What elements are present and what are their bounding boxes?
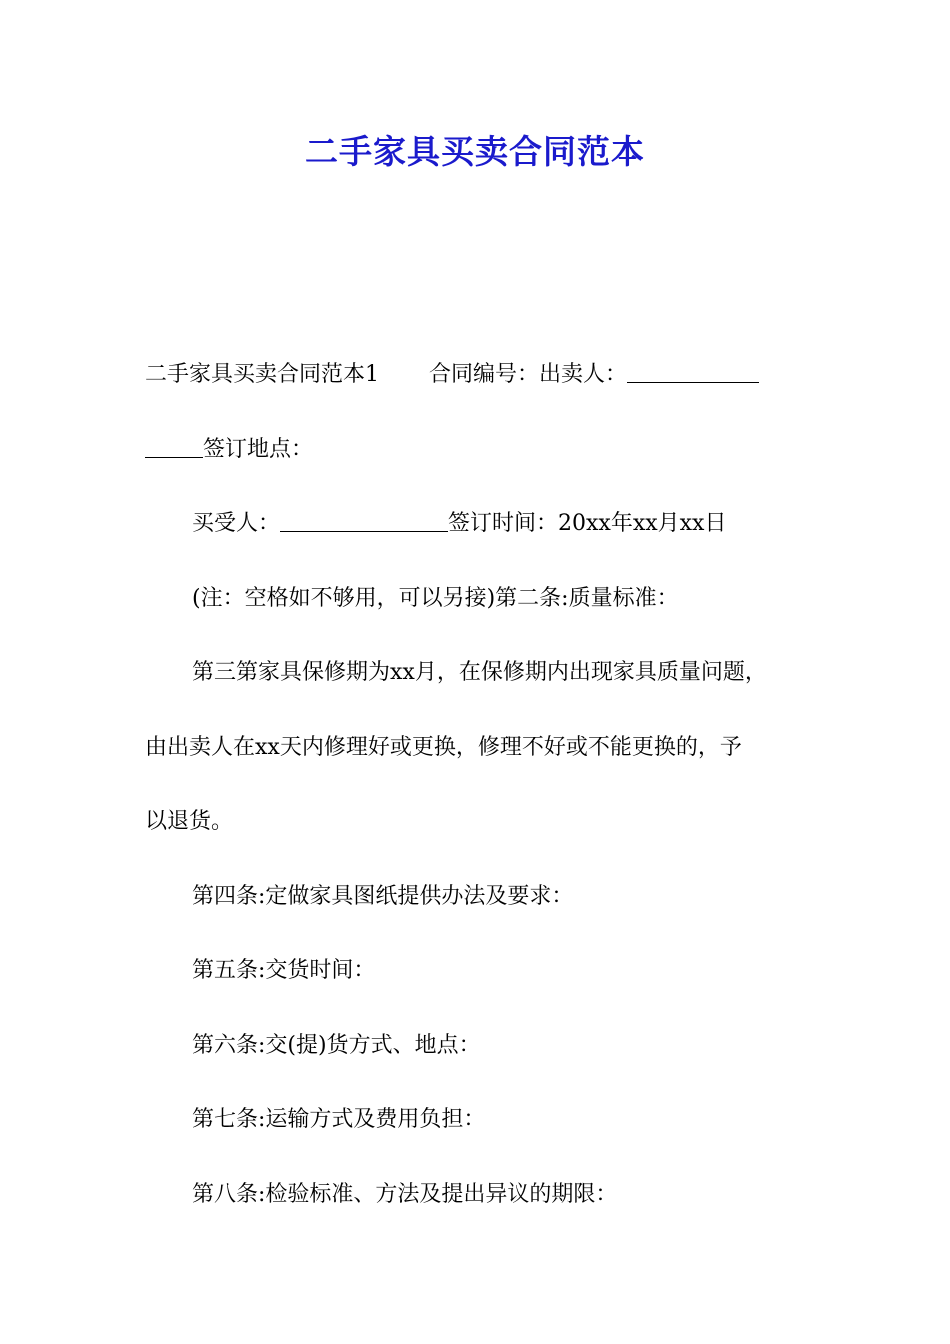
article-3-line-2: 由出卖人在xx天内修理好或更换，修理不好或不能更换的，予 — [145, 734, 742, 760]
sign-place-label: 签订地点： — [203, 436, 314, 462]
seller-label: 出卖人： — [539, 362, 628, 387]
document-title: 二手家具买卖合同范本 — [305, 132, 645, 171]
article-5: 第五条:交货时间： — [192, 958, 376, 983]
buyer-blank — [280, 507, 448, 532]
sign-time-label: 签订时间： — [448, 511, 559, 536]
sign-place-line — [145, 413, 813, 488]
article-3-line-1: 第三第家具保修期为xx月，在保修期内出现家具质量问题， — [192, 660, 767, 685]
contract-no-label: 合同编号： — [429, 362, 540, 387]
document-body — [145, 338, 813, 1232]
contract-heading: 二手家具买卖合同范本1 — [145, 362, 379, 387]
article-7: 第七条:运输方式及费用负担： — [192, 1107, 486, 1132]
article-6: 第六条:交(提)货方式、地点： — [192, 1032, 481, 1058]
note-line: (注：空格如不够用，可以另接)第二条:质量标准： — [192, 585, 679, 611]
article-4: 第四条:定做家具图纸提供办法及要求： — [192, 883, 574, 909]
seller-blank — [627, 358, 759, 383]
buyer-line — [145, 487, 813, 562]
seller-blank-continued — [145, 433, 203, 458]
header-line — [145, 338, 813, 413]
article-3-line-3: 以退货。 — [145, 809, 234, 834]
sign-time-value: 20xx年xx月xx日 — [558, 511, 727, 536]
article-8: 第八条:检验标准、方法及提出异议的期限： — [192, 1181, 618, 1207]
buyer-label: 买受人： — [192, 511, 281, 536]
